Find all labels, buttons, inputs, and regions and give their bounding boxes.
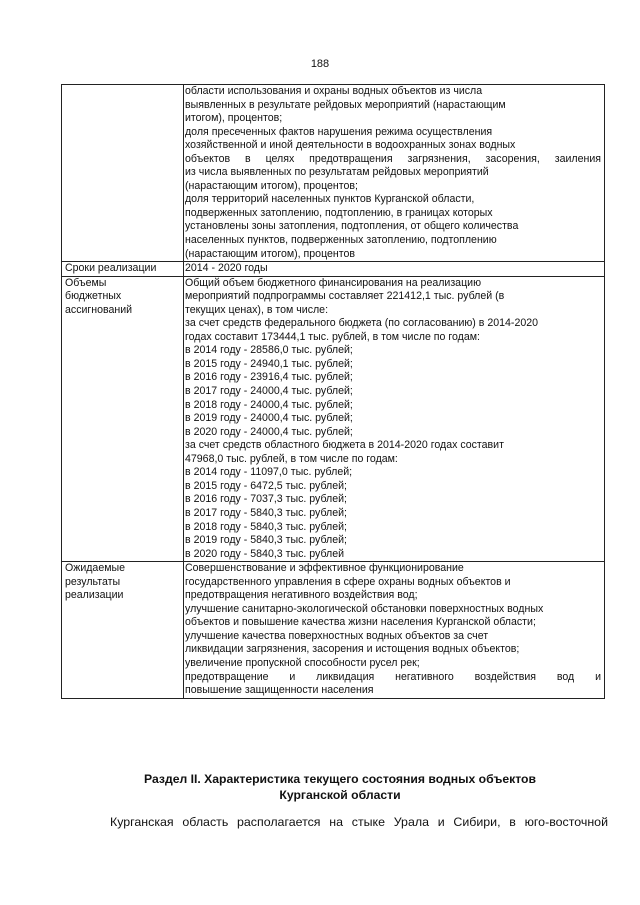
row-value-line: выявленных в результате рейдовых мероприятий (нарастающим [185,98,506,111]
row-label-line: результаты [65,575,121,588]
row-value-cell [184,562,605,698]
row-value-line: в 2018 году - 24000,4 тыс. рублей; [185,398,353,411]
row-value-line: ликвидации загрязнения, засорения и истощения водных объектов; [185,643,520,656]
row-value-line: в 2019 году - 24000,4 тыс. рублей; [185,412,353,425]
row-value-line: в 2016 году - 7037,3 тыс. рублей; [185,493,347,506]
row-value-line: Совершенствование и эффективное функционирование [185,562,464,575]
row-value-line: итогом), процентов; [185,112,283,125]
row-value-line: области использования и охраны водных объектов из числа [185,85,483,97]
row-value-line: в 2020 году - 5840,3 тыс. рублей [185,547,345,560]
body-paragraph-text: Курганская область располагается на стыке Урала и Сибири, в юго-восточной [110,815,608,829]
row-label-line: ассигнований [65,303,133,316]
row-value-line: (нарастающим итогом), процентов [185,247,356,260]
row-value-line: предотвращения негативного воздействия вод; [185,589,418,602]
row-value-cell [184,85,605,262]
body-paragraph [60,815,608,829]
row-value-line: в 2014 году - 28586,0 тыс. рублей; [185,344,353,357]
row-value-line: годах составит 173444,1 тыс. рублей, в том числе по годам: [185,330,480,343]
row-value-line: населенных пунктов, подверженных затоплению, подтоплению [185,234,497,247]
row-value-line: за счет средств федерального бюджета (по согласованию) в 2014-2020 [185,317,539,330]
row-label-line: бюджетных [65,290,122,303]
row-value-line: Общий объем бюджетного финансирования на реализацию [185,276,482,289]
row-value-line: текущих ценах), в том числе: [185,303,329,316]
row-value-cell [184,276,605,561]
page-number: 188 [310,58,330,70]
row-value-line: улучшение санитарно-экологической обстановки поверхностных водных [185,602,544,615]
table-row [62,562,605,698]
row-label-line: Ожидаемые [65,562,125,575]
row-value-line: улучшение качества поверхностных водных объектов за счет [185,629,489,642]
row-value-line: мероприятий подпрограммы составляет 221412,1 тыс. рублей (в [185,290,505,303]
row-label-line: Сроки реализации [65,262,157,275]
row-value-line: в 2020 году - 24000,4 тыс. рублей; [185,425,353,438]
row-value-line: доля территорий населенных пунктов Курганской области, [185,193,475,206]
row-label-cell [62,562,184,698]
row-value-line: в 2015 году - 24940,1 тыс. рублей; [185,357,353,370]
row-value-line: в 2019 году - 5840,3 тыс. рублей; [185,534,347,547]
row-value-line: в 2015 году - 6472,5 тыс. рублей; [185,479,347,492]
section-title [60,771,620,803]
row-value-cell [184,262,605,277]
row-value-line: подверженных затоплению, подтоплению, в границах которых [185,206,493,219]
row-value-line: в 2018 году - 5840,3 тыс. рублей; [185,520,347,533]
row-value-line: в 2017 году - 5840,3 тыс. рублей; [185,506,347,519]
row-value-line: увеличение пропускной способности русел рек; [185,656,420,669]
program-passport-table [61,84,605,699]
row-value-line: 2014 - 2020 годы [185,262,268,275]
section-title-line-2: Курганской области [279,788,401,802]
row-label-cell [62,85,184,262]
row-value-line: за счет средств областного бюджета в 2014-2020 годах составит [185,439,504,452]
row-label-line: реализации [65,589,124,602]
row-label-line: Объемы [65,276,107,289]
table-row [62,85,605,262]
row-label-cell [62,262,184,277]
row-value-line: хозяйственной и иной деятельности в водоохранных зонах водных [185,139,516,152]
table-row [62,276,605,561]
table-row [62,262,605,277]
row-label-cell [62,276,184,561]
row-value-line: повышение защищенности населения [185,684,374,697]
section-title-line-1: Раздел II. Характеристика текущего состояния водных объектов [144,772,536,786]
row-value-line: предотвращение и ликвидация негативного воздействия вод и [185,670,601,683]
row-value-line: объектов и повышение качества жизни населения Курганской области; [185,616,536,629]
row-value-line: (нарастающим итогом), процентов; [185,179,358,192]
row-value-line: установлены зоны затопления, подтопления, от общего количества [185,220,519,233]
row-value-line: государственного управления в сфере охраны водных объектов и [185,575,511,588]
row-value-line: из числа выявленных по результатам рейдовых мероприятий [185,166,489,179]
row-value-line: в 2017 году - 24000,4 тыс. рублей; [185,385,353,398]
row-value-line: объектов в целях предотвращения загрязнения, засорения, заиления [185,152,601,165]
row-value-line: 47968,0 тыс. рублей, в том числе по годам: [185,452,398,465]
row-value-line: доля пресеченных фактов нарушения режима осуществления [185,125,493,138]
row-value-line: в 2014 году - 11097,0 тыс. рублей; [185,466,353,479]
row-value-line: в 2016 году - 23916,4 тыс. рублей; [185,371,353,384]
